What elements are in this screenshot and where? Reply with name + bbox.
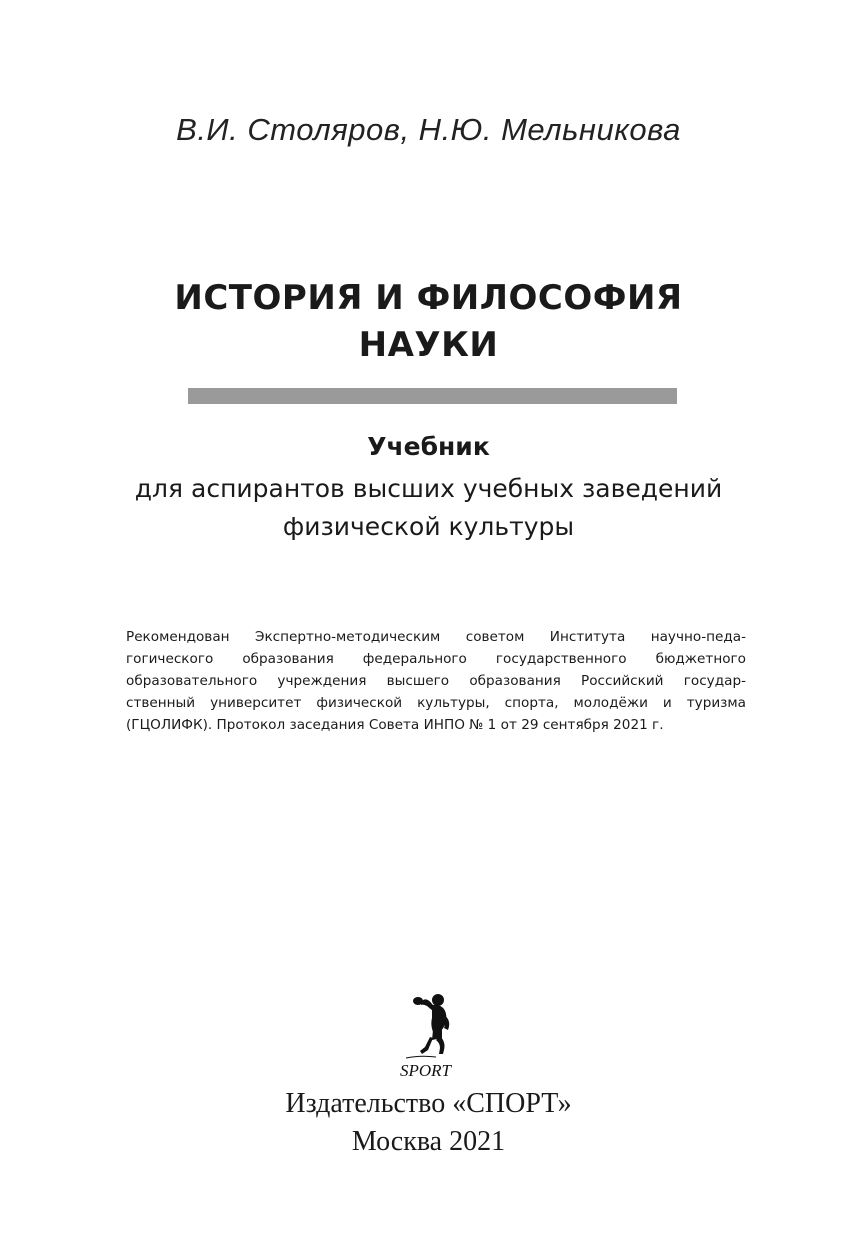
audience-line-2: физической культуры: [282, 512, 575, 541]
book-title-line-1: ИСТОРИЯ И ФИЛОСОФИЯ: [174, 278, 683, 318]
svg-text:SPORT: SPORT: [400, 1061, 451, 1080]
publisher-logo: [396, 988, 468, 1084]
recommendation-line: образовательного учреждения высшего образования Российский государ-: [126, 673, 746, 689]
city-and-year: Москва 2021: [351, 1126, 506, 1157]
recommendation-line: (ГЦОЛИФК). Протокол заседания Совета ИНПО № 1 от 29 сентября 2021 г.: [126, 717, 664, 733]
audience-line-1: для аспирантов высших учебных заведений: [134, 474, 723, 503]
recommendation-block: [126, 626, 746, 736]
recommendation-line: ственный университет физической культуры, спорта, молодёжи и туризма: [126, 695, 746, 711]
book-title-line-2: НАУКИ: [358, 325, 499, 365]
title-divider: [188, 388, 677, 404]
authors: В.И. Столяров, Н.Ю. Мельникова: [176, 112, 681, 147]
discus-thrower-icon: [396, 988, 468, 1084]
recommendation-line: гогического образования федерального государственного бюджетного: [126, 651, 746, 667]
book-type: Учебник: [367, 432, 490, 461]
publisher-name: Издательство «СПОРТ»: [285, 1088, 572, 1119]
recommendation-line: Рекомендован Экспертно-методическим советом Института научно-педа-: [126, 629, 746, 645]
